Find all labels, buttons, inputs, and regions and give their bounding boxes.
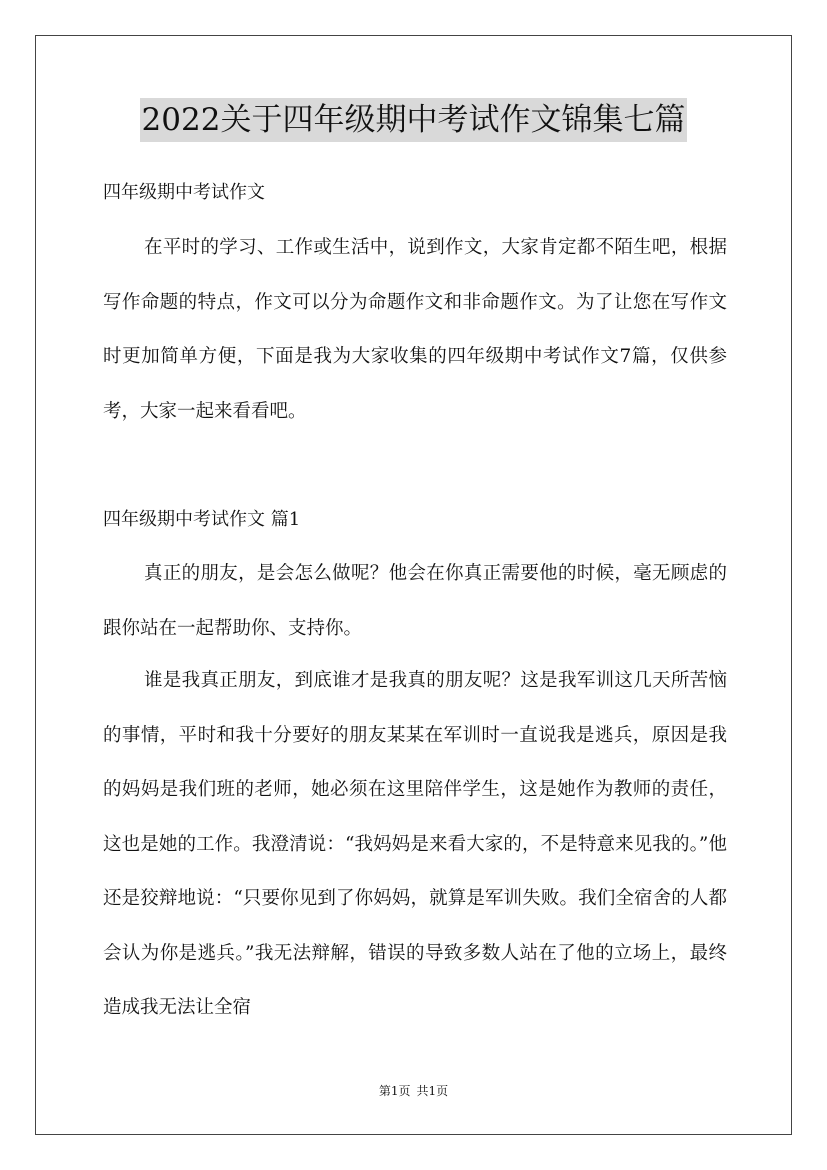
intro-heading: 四年级期中考试作文	[103, 182, 265, 203]
body-paragraph: 谁是我真正朋友，到底谁才是我真的朋友呢？这是我军训这几天所苦恼的事情，平时和我十分要好的朋友某某在军训时一直说我是逃兵，原因是我的妈妈是我们班的老师，她必须在这里陪伴学生，这是她作为教师的责任，这也是她的工作。我澄清说：“我妈妈是来看大家的，不是特意来见我的。”他还是狡辩地说：“只要你见到了你妈妈，就算是军训失败。我们全宿舍的人都会认为你是逃兵。”我无法辩解，错误的导致多数人站在了他的立场上，最终造成我无法让全宿	[103, 670, 727, 1018]
document-title: 2022关于四年级期中考试作文锦集七篇	[140, 98, 688, 142]
intro-paragraph: 在平时的学习、工作或生活中，说到作文，大家肯定都不陌生吧，根据写作命题的特点，作文可以分为命题作文和非命题作文。为了让您在写作文时更加简单方便，下面是我为大家收集的四年级期中考试作文7篇，仅供参考，大家一起来看看吧。	[103, 237, 727, 422]
title-container	[0, 98, 827, 142]
body-paragraph: 真正的朋友，是会怎么做呢？他会在你真正需要他的时候，毫无顾虑的跟你站在一起帮助你、支持你。	[103, 563, 727, 639]
page-total: 共1页	[416, 1084, 449, 1098]
page-number: 第1页	[378, 1084, 411, 1098]
section-heading: 四年级期中考试作文 篇1	[103, 509, 301, 530]
page-footer	[0, 1083, 827, 1099]
